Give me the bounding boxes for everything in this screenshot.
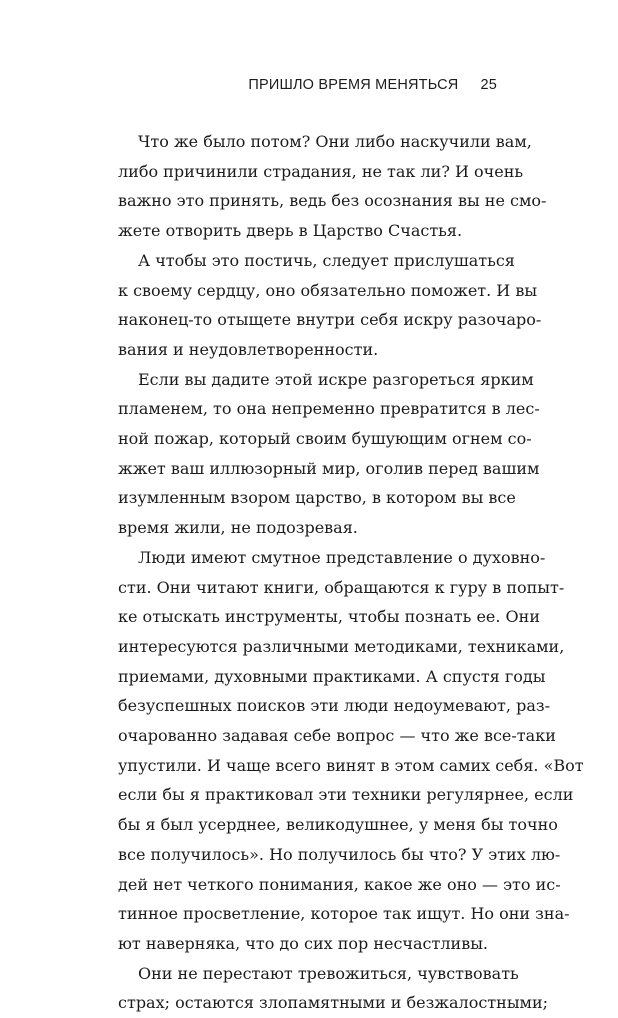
text-line: ной пожар, который своим бушующим огнем со-	[118, 429, 532, 449]
text-line: жете отворить дверь в Царство Счастья.	[118, 221, 463, 241]
text-line: безуспешных поисков эти люди недоумевают, раз-	[118, 696, 550, 716]
text-line: важно это принять, ведь без осознания вы не смо-	[118, 191, 547, 211]
text-line: приемами, духовными практиками. А спустя годы	[118, 666, 546, 686]
text-line: наконец-то отыщете внутри себя искру разочаро-	[118, 310, 542, 330]
text-line: либо причинили страдания, не так ли? И очень	[118, 161, 524, 181]
text-line: очарованно задавая себе вопрос — что же все-таки	[118, 726, 556, 746]
text-line: все получилось». Но получилось бы что? У этих лю-	[118, 844, 561, 864]
text-line: Что же было потом? Они либо наскучили вам,	[138, 132, 532, 151]
text-line: время жили, не подозревая.	[118, 518, 358, 538]
text-line: тинное просветление, которое так ищут. Но они зна-	[118, 904, 570, 924]
text-line: Они не перестают тревожиться, чувствовать	[138, 963, 519, 983]
text-line: страх; остаются злопамятными и безжалостными;	[118, 993, 549, 1013]
text-line: дей нет четкого понимания, какое же оно — это ис-	[118, 874, 561, 894]
text-line: вания и неудовлетворенности.	[118, 339, 379, 359]
text-line: к своему сердцу, оно обязательно поможет. И вы	[118, 280, 538, 300]
text-line: пламенем, то она непременно превратится в лес-	[118, 399, 540, 419]
text-line: изумленным взором царство, в котором вы все	[118, 488, 516, 508]
text-line: Если вы дадите этой искре разгореться ярким	[138, 369, 534, 389]
text-line: если бы я практиковал эти техники регулярнее, если	[118, 785, 574, 805]
text-line: ют наверняка, что до сих пор несчастливы.	[118, 933, 489, 953]
text-line: жжет ваш иллюзорный мир, оголив перед вашим	[118, 458, 540, 478]
running-header	[248, 77, 497, 93]
text-line: сти. Они читают книги, обращаются к гуру в попыт-	[118, 577, 565, 597]
text-line: интересуются различными методиками, техниками,	[118, 636, 565, 656]
chapter-title: ПРИШЛО ВРЕМЯ МЕНЯТЬСЯ	[248, 77, 459, 93]
text-line: ке отыскать инструменты, чтобы познать ее. Они	[118, 607, 540, 627]
text-line: А чтобы это постичь, следует прислушаться	[138, 250, 515, 270]
body-text	[118, 127, 584, 1018]
text-line: Люди имеют смутное представление о духовно-	[138, 547, 546, 567]
text-line: упустили. И чаще всего винят в этом самих себя. «Вот	[118, 755, 584, 775]
text-line: бы я был усерднее, великодушнее, у меня бы точно	[118, 815, 558, 835]
page-number: 25	[480, 77, 497, 93]
